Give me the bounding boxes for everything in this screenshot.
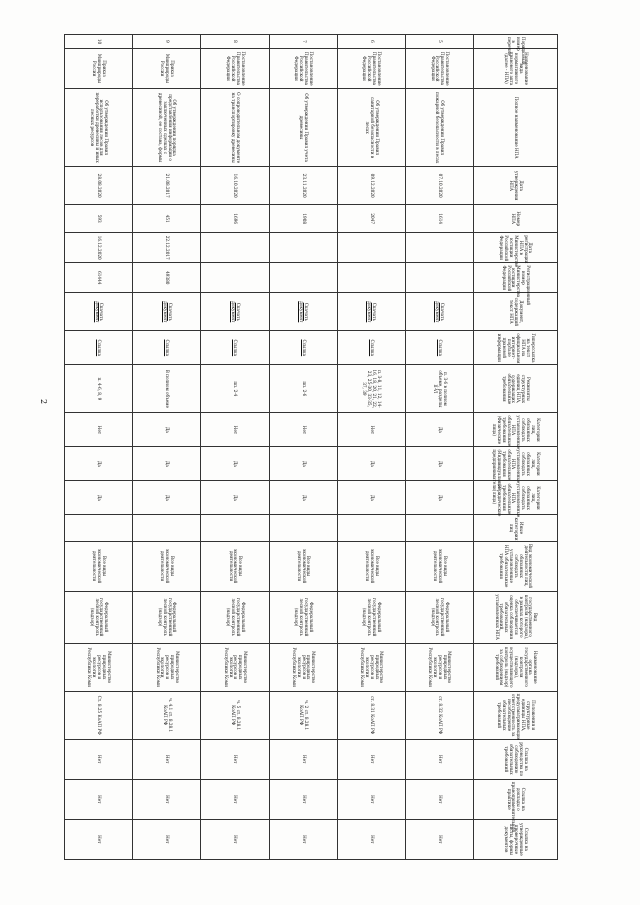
- cell-num: 7: [269, 35, 337, 49]
- cell-activity: Все виды экономической деятельности: [133, 541, 201, 591]
- cell-date: 28.08.2020: [65, 167, 133, 205]
- cell-ul: Да: [133, 481, 201, 515]
- cell-guide: Нет: [201, 739, 269, 779]
- cell-guide: Нет: [337, 739, 405, 779]
- cell-date: 23.11.2020: [269, 167, 337, 205]
- column-header: Документ, содержащий текст НПА: [474, 293, 558, 331]
- cell-guide: Нет: [65, 739, 133, 779]
- cell-doc: [133, 293, 201, 331]
- cell-type: Приказ Минприроды России: [133, 49, 201, 89]
- cell-units: пп. 2-4: [201, 365, 269, 413]
- cell-ip: Да: [133, 447, 201, 481]
- cell-control: Федеральный государственный лесной контроль (надзор): [65, 591, 133, 643]
- legal-portal-link[interactable]: Ссылка: [437, 339, 443, 357]
- column-header: Ссылка на руководства по соблюдению обязательных требований: [474, 739, 558, 779]
- cell-checklist: Нет: [65, 819, 133, 859]
- cell-report: Нет: [65, 779, 133, 819]
- cell-ul: Да: [269, 481, 337, 515]
- cell-liability: ст. 8.32 КоАП РФ: [405, 691, 473, 739]
- download-document-link[interactable]: Скачать документ: [162, 301, 173, 323]
- cell-ul: Да: [405, 481, 473, 515]
- cell-organ: Министерство природных ресурсов и экологии Республики Коми: [201, 643, 269, 691]
- cell-reg_num: 49380: [133, 263, 201, 293]
- cell-reg_num: [201, 263, 269, 293]
- cell-link: [337, 331, 405, 365]
- rotated-table-container: [64, 34, 558, 860]
- column-header: Ссылка на утвержденные проверочные листы, формы документов: [474, 819, 558, 859]
- cell-guide: Нет: [269, 739, 337, 779]
- cell-num: 9: [133, 35, 201, 49]
- cell-reg_date: [201, 233, 269, 263]
- cell-link: [133, 331, 201, 365]
- column-header: Порядковый номер в перечне: [474, 35, 558, 49]
- cell-other: [65, 515, 133, 541]
- cell-ul: Да: [65, 481, 133, 515]
- cell-control: Федеральный государственный лесной контроль (надзор): [133, 591, 201, 643]
- cell-checklist: Нет: [269, 819, 337, 859]
- cell-reg_date: [269, 233, 337, 263]
- cell-link: [201, 331, 269, 365]
- cell-control: Федеральный государственный лесной контроль (надзор): [337, 591, 405, 643]
- cell-ul: Да: [337, 481, 405, 515]
- column-header: Гиперссылка на текст НПА на официальном интернет-портале правовой информации: [474, 331, 558, 365]
- cell-guide: Нет: [133, 739, 201, 779]
- cell-number: 1614: [405, 205, 473, 233]
- cell-link: [65, 331, 133, 365]
- cell-units: п. 4-6, 8, 9: [65, 365, 133, 413]
- column-header: Реквизиты структурных единиц НПА, содержащих обязательные требования: [474, 365, 558, 413]
- cell-liability: ч. 5 ст. 8.28.1 КоАП РФ: [201, 691, 269, 739]
- column-header: Регистрационный номер Министерства юстиции Российской Федерации: [474, 263, 558, 293]
- cell-doc: [337, 293, 405, 331]
- cell-number: 593: [65, 205, 133, 233]
- cell-organ: Министерство природных ресурсов и экологии Республики Коми: [337, 643, 405, 691]
- column-header: Ссылка на доклады о правоприменительной практике: [474, 779, 558, 819]
- cell-date: 07.10.2020: [405, 167, 473, 205]
- cell-doc: [405, 293, 473, 331]
- cell-organ: Министерство природных ресурсов и экологии Республики Коми: [405, 643, 473, 691]
- column-header: Наименование вида нормативного правового акта (далее - НПА): [474, 49, 558, 89]
- cell-reg_num: [337, 263, 405, 293]
- download-document-link[interactable]: Скачать документ: [435, 301, 446, 323]
- cell-liability: ч. 4.1 ст. 8.28.1 КоАП РФ: [133, 691, 201, 739]
- cell-fl: Нет: [65, 413, 133, 447]
- table-row: [201, 35, 269, 860]
- download-document-link[interactable]: Скачать документ: [367, 301, 378, 323]
- cell-doc: [65, 293, 133, 331]
- table-row: [405, 35, 473, 860]
- download-document-link[interactable]: Скачать документ: [230, 301, 241, 323]
- column-header: Вид государственного контроля (надзора), в рамках которого обеспечивается оценка соблюдения обязательных требований, установленных НПА: [474, 591, 558, 643]
- cell-checklist: Нет: [201, 819, 269, 859]
- column-header: Полное наименование НПА: [474, 89, 558, 167]
- cell-units: В полном объеме: [133, 365, 201, 413]
- cell-other: [337, 515, 405, 541]
- cell-name: О сопроводительном документе на транспортировку древесины: [201, 89, 269, 167]
- cell-name: Об утверждении Правил санитарной безопасности в лесах: [337, 89, 405, 167]
- cell-other: [201, 515, 269, 541]
- table-body: [65, 35, 474, 860]
- cell-doc: [269, 293, 337, 331]
- table-row: [269, 35, 337, 860]
- cell-reg_date: 22.12.2017: [133, 233, 201, 263]
- cell-control: Федеральный государственный лесной контроль (надзор): [405, 591, 473, 643]
- legal-portal-link[interactable]: Ссылка: [97, 339, 103, 357]
- cell-link: [405, 331, 473, 365]
- cell-activity: Все виды экономической деятельности: [405, 541, 473, 591]
- cell-type: Приказ Минприроды России: [65, 49, 133, 89]
- cell-liability: ч. 2 ст. 8.28.1 КоАП РФ: [269, 691, 337, 739]
- column-header: Дата утверждения НПА: [474, 167, 558, 205]
- cell-reg_num: [405, 263, 473, 293]
- cell-number: 1908: [269, 205, 337, 233]
- cell-organ: Министерство природных ресурсов и экологии Республики Коми: [269, 643, 337, 691]
- cell-liability: ст. 8.31 КоАП РФ: [337, 691, 405, 739]
- cell-units: пп. 2-6: [269, 365, 337, 413]
- cell-ip: Да: [65, 447, 133, 481]
- download-document-link[interactable]: Скачать документ: [299, 301, 309, 323]
- cell-other: [269, 515, 337, 541]
- cell-num: 8: [201, 35, 269, 49]
- table-row: [337, 35, 405, 860]
- cell-report: Нет: [405, 779, 473, 819]
- cell-report: Нет: [201, 779, 269, 819]
- cell-ip: Да: [337, 447, 405, 481]
- cell-control: Федеральный государственный лесной контроль (надзор): [201, 591, 269, 643]
- cell-date: 21.08.2017: [133, 167, 201, 205]
- cell-type: Постановление Правительства Российской Федерации: [269, 49, 337, 89]
- cell-guide: Нет: [405, 739, 473, 779]
- cell-reg_num: [269, 263, 337, 293]
- cell-checklist: Нет: [133, 819, 201, 859]
- cell-name: Об утверждении порядка представления информации о заключенных сделках с древесиной, ее состава, формы: [133, 89, 201, 167]
- column-header: Наименование органа государственного контроля (надзора), осуществляющего контроль (надзор) за соблюдением требований: [474, 643, 558, 691]
- table-row: [65, 35, 133, 860]
- cell-other: [133, 515, 201, 541]
- column-header: Дата регистрации НПА в Министерстве юстиции Российской Федерации: [474, 233, 558, 263]
- column-header: Вид экономической деятельности лиц, обязанных соблюдать установленные НПА обязательные требования: [474, 541, 558, 591]
- cell-report: Нет: [133, 779, 201, 819]
- cell-checklist: Нет: [405, 819, 473, 859]
- cell-other: [405, 515, 473, 541]
- column-header: Номер НПА: [474, 205, 558, 233]
- cell-organ: Министерство природных ресурсов и экологии Республики Коми: [65, 643, 133, 691]
- cell-report: Нет: [269, 779, 337, 819]
- cell-date: 16.10.2020: [201, 167, 269, 205]
- cell-organ: Министерство природных ресурсов и экологии Республики Коми: [133, 643, 201, 691]
- cell-name: Об утверждении Правил учета древесины: [269, 89, 337, 167]
- column-header: Категории лиц, обязанных соблюдать установленные НПА обязательные требования (Юридические лица): [474, 481, 558, 515]
- cell-control: Федеральный государственный лесной контроль (надзор): [269, 591, 337, 643]
- cell-activity: Все виды экономической деятельности: [201, 541, 269, 591]
- cell-activity: Все виды экономической деятельности: [269, 541, 337, 591]
- cell-date: 09.12.2020: [337, 167, 405, 205]
- cell-report: Нет: [337, 779, 405, 819]
- cell-name: Об утверждении Правил использования лесов для переработки древесины и иных лесных ресурсов: [65, 89, 133, 167]
- column-header: Категории лиц, обязанных соблюдать установленные НПА обязательные требования (Индивидуальные предприниматели): [474, 447, 558, 481]
- legal-portal-link[interactable]: Ссылка: [369, 339, 375, 357]
- cell-ip: Да: [201, 447, 269, 481]
- download-document-link[interactable]: Скачать документ: [94, 301, 105, 323]
- page-number: 2: [39, 399, 48, 405]
- column-header: Положения и структурные единицы НПА, предусматривающие ответственность за несоблюдение обязательных требований: [474, 691, 558, 739]
- cell-number: 1696: [201, 205, 269, 233]
- cell-activity: Все виды экономической деятельности: [337, 541, 405, 591]
- cell-fl: Нет: [269, 413, 337, 447]
- cell-fl: Нет: [201, 413, 269, 447]
- cell-num: 6: [337, 35, 405, 49]
- cell-ip: Да: [269, 447, 337, 481]
- cell-link: [269, 331, 337, 365]
- cell-fl: Да: [133, 413, 201, 447]
- legal-portal-link[interactable]: Ссылка: [165, 339, 171, 357]
- cell-units: п. 3-8, 11, 12, 14-16, 18, 20, 21, 22, 23, 25-30, 33-35, 37, 39: [337, 365, 405, 413]
- cell-fl: Нет: [337, 413, 405, 447]
- cell-number: 2047: [337, 205, 405, 233]
- cell-checklist: Нет: [337, 819, 405, 859]
- table-row: [133, 35, 201, 860]
- legal-portal-link[interactable]: Ссылка: [233, 339, 239, 357]
- cell-reg_date: 16.12.2020: [65, 233, 133, 263]
- cell-type: Постановление Правительства Российской Федерации: [337, 49, 405, 89]
- cell-activity: Все виды экономической деятельности: [65, 541, 133, 591]
- cell-number: 451: [133, 205, 201, 233]
- cell-reg_num: 61444: [65, 263, 133, 293]
- requirements-table: [64, 34, 558, 860]
- column-header: Категории лиц, обязанных соблюдать установленные НПА обязательные требования (Физические лица): [474, 413, 558, 447]
- cell-units: п. 3-6 в полном объеме, разделы II-VI: [405, 365, 473, 413]
- cell-type: Постановление Правительства Российской Федерации: [405, 49, 473, 89]
- cell-name: Об утверждении Правил пожарной безопасности в лесах: [405, 89, 473, 167]
- cell-reg_date: [405, 233, 473, 263]
- cell-reg_date: [337, 233, 405, 263]
- cell-doc: [201, 293, 269, 331]
- legal-portal-link[interactable]: Ссылка: [301, 339, 307, 357]
- cell-ip: Да: [405, 447, 473, 481]
- cell-ul: Да: [201, 481, 269, 515]
- cell-liability: Ст. 8.25 КоАП РФ: [65, 691, 133, 739]
- cell-fl: Да: [405, 413, 473, 447]
- cell-num: 10: [65, 35, 133, 49]
- column-header: Иные категории лиц: [474, 515, 558, 541]
- cell-type: Постановление Правительства Российской Федерации: [201, 49, 269, 89]
- cell-num: 5: [405, 35, 473, 49]
- table-header: [474, 35, 558, 860]
